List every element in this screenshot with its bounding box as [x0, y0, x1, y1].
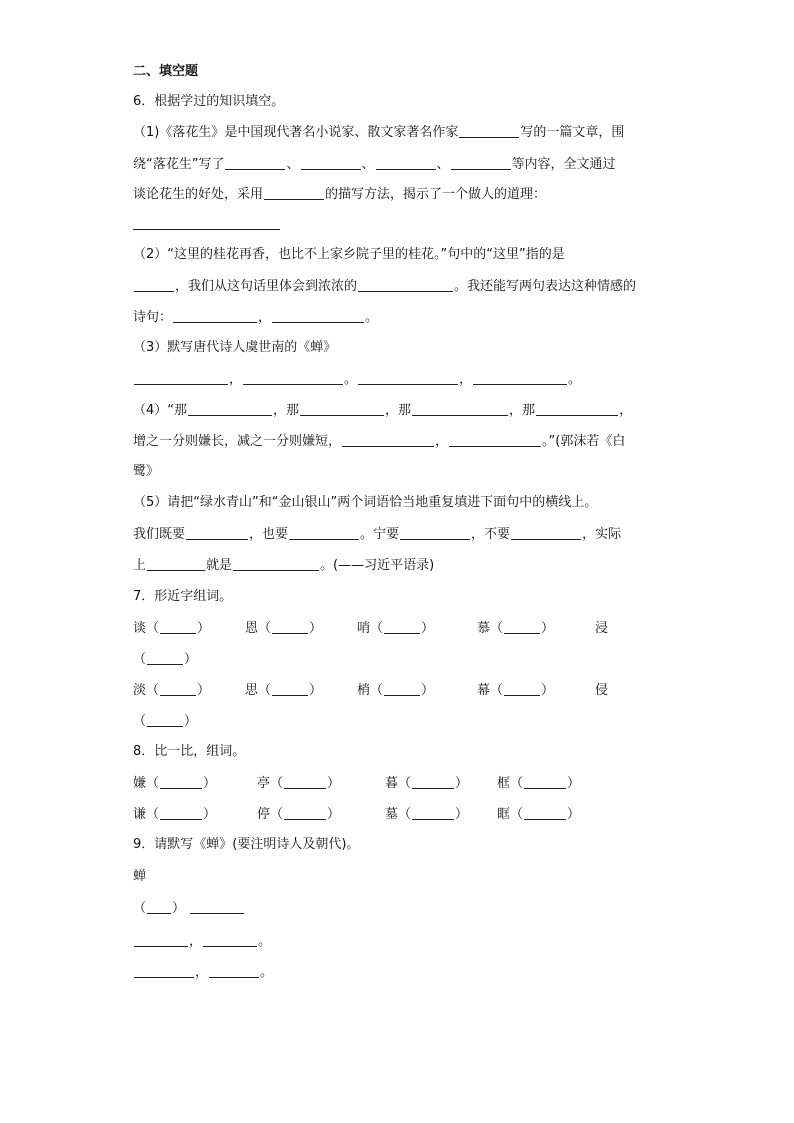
- punct: ，: [435, 434, 449, 449]
- poet-blank[interactable]: [190, 899, 244, 914]
- q8-row1: [133, 774, 674, 793]
- paren: ）: [172, 901, 186, 916]
- paren: ）: [421, 683, 435, 698]
- word-item: [133, 681, 245, 700]
- q6-p3-line1: （3）默写唐代诗人虞世南的《蝉》: [133, 340, 337, 355]
- answer-blank[interactable]: [358, 277, 453, 292]
- word-item: [595, 682, 608, 700]
- answer-blank[interactable]: [272, 619, 308, 634]
- answer-blank[interactable]: [384, 681, 420, 696]
- answer-blank[interactable]: [376, 155, 436, 170]
- answer-blank[interactable]: [188, 401, 272, 416]
- answer-blank[interactable]: [504, 619, 540, 634]
- answer-blank[interactable]: [134, 370, 228, 385]
- q6-p1-text-g: 的描写方法，揭示了一个做人的道理：: [325, 187, 547, 202]
- punct: ，: [189, 934, 203, 949]
- paren: ）: [184, 652, 198, 667]
- q6-p1-text-f: 谈论花生的好处，采用: [133, 187, 264, 202]
- punct: 。: [365, 310, 379, 325]
- answer-blank[interactable]: [147, 556, 205, 571]
- punct: 、: [436, 157, 450, 172]
- word-item: [497, 774, 580, 793]
- answer-blank[interactable]: [342, 432, 434, 447]
- q6-p4-line2: [133, 432, 674, 451]
- punct: ，: [229, 372, 243, 387]
- paren: （: [490, 621, 504, 636]
- word-item: [133, 619, 245, 638]
- q7-row1: [133, 619, 674, 638]
- answer-blank[interactable]: [358, 370, 458, 385]
- paren: ）: [203, 776, 217, 791]
- word-item: [477, 681, 595, 700]
- paren: （: [270, 776, 284, 791]
- answer-blank[interactable]: [284, 774, 326, 789]
- char: 淡: [133, 683, 147, 698]
- punct: 。: [344, 372, 358, 387]
- paren: （: [490, 683, 504, 698]
- answer-blank[interactable]: [264, 185, 324, 200]
- word-item: [133, 774, 257, 793]
- q8-title: 8．比一比，组词。: [133, 744, 246, 759]
- char: 浸: [595, 621, 609, 636]
- paren: （: [133, 652, 147, 667]
- q6-p5-text-f: ，实际: [582, 527, 622, 542]
- answer-blank[interactable]: [147, 712, 183, 727]
- answer-blank[interactable]: [284, 805, 326, 820]
- paren: ）: [541, 621, 555, 636]
- answer-blank[interactable]: [209, 963, 259, 978]
- q6-p2-line1: （2）“这里的桂花再香，也比不上家乡院子里的桂花。”句中的“这里”指的是: [133, 247, 565, 262]
- q6-p2-text-c: 。我还能写两句表达这种情感的: [454, 279, 637, 294]
- word-item: [595, 620, 608, 638]
- punct: ，: [619, 403, 633, 418]
- paren: ）: [567, 807, 581, 822]
- q6-p1-text-e: 等内容，全文通过: [511, 157, 616, 172]
- paren: （: [398, 807, 412, 822]
- q6-p1-line1: [133, 123, 674, 142]
- answer-blank[interactable]: [160, 681, 196, 696]
- q9-author-line: [133, 899, 674, 918]
- paren: ）: [455, 776, 469, 791]
- word-item: [245, 681, 357, 700]
- q6-title: 6．根据学过的知识填空。: [133, 94, 285, 109]
- q6-p4-text-a: （4）“那: [133, 403, 188, 418]
- q6-p1-line3: [133, 185, 674, 204]
- q6-p5-text-d: 。宁要: [360, 527, 400, 542]
- answer-blank[interactable]: [536, 401, 618, 416]
- char: 嫌: [133, 776, 147, 791]
- paren: （: [146, 683, 160, 698]
- answer-blank[interactable]: [160, 774, 202, 789]
- paren: ）: [421, 621, 435, 636]
- q6-p4-text-e: 。”(郭沫若《白: [542, 434, 626, 449]
- paren: ）: [197, 683, 211, 698]
- q6-p5-text-e: ，不要: [471, 527, 511, 542]
- dynasty-blank[interactable]: [147, 899, 171, 914]
- answer-blank[interactable]: [243, 370, 343, 385]
- paren: ）: [309, 683, 323, 698]
- q9-poem-line1: [133, 932, 674, 951]
- answer-blank[interactable]: [300, 401, 384, 416]
- answer-blank[interactable]: [504, 681, 540, 696]
- answer-blank[interactable]: [524, 774, 566, 789]
- answer-blank[interactable]: [160, 619, 196, 634]
- char: 亭: [257, 776, 271, 791]
- answer-blank[interactable]: [233, 556, 319, 571]
- paren: （: [258, 621, 272, 636]
- char: 暮: [385, 776, 399, 791]
- q6-p1-text-b: 写的一篇文章，围: [520, 125, 625, 140]
- q6-p4-text-b: ，那: [273, 403, 300, 418]
- q6-p5-text-c: ，也要: [249, 527, 289, 542]
- punct: ，: [195, 965, 209, 980]
- q7-title: 7．形近字组词。: [133, 589, 233, 604]
- paren: ）: [197, 621, 211, 636]
- q9-poem-title: 蝉: [133, 869, 147, 884]
- paren: （: [510, 807, 524, 822]
- answer-blank[interactable]: [225, 155, 285, 170]
- q6-p4-line1: [133, 401, 674, 420]
- punct: 、: [361, 157, 375, 172]
- answer-blank[interactable]: [412, 774, 454, 789]
- q7-row1-wrap: [133, 650, 674, 669]
- answer-blank[interactable]: [400, 525, 470, 540]
- answer-blank[interactable]: [384, 619, 420, 634]
- q6-p4-text-d: 增之一分则嫌长，减之一分则嫌短，: [133, 434, 342, 449]
- q9-poem-line2: [133, 963, 674, 982]
- word-item: [385, 805, 497, 824]
- answer-blank[interactable]: [203, 932, 257, 947]
- answer-blank[interactable]: [147, 650, 183, 665]
- q6-p1-text-a: （1)《落花生》是中国现代著名小说家、散文家著名作家: [133, 125, 459, 140]
- answer-blank[interactable]: [524, 805, 566, 820]
- answer-blank[interactable]: [272, 681, 308, 696]
- answer-blank[interactable]: [186, 525, 248, 540]
- answer-line[interactable]: [133, 229, 280, 230]
- answer-blank[interactable]: [134, 963, 194, 978]
- paren: ）: [309, 621, 323, 636]
- word-item: [257, 805, 385, 824]
- char: 谈: [133, 621, 147, 636]
- paren: （: [146, 807, 160, 822]
- answer-blank[interactable]: [412, 805, 454, 820]
- q7-row2: [133, 681, 674, 700]
- q7-row2-wrap: [133, 712, 674, 731]
- paren: （: [133, 714, 147, 729]
- q6-p2-line3: [133, 308, 674, 327]
- char: 慕: [477, 621, 491, 636]
- paren: （: [133, 901, 147, 916]
- paren: ）: [184, 714, 198, 729]
- paren: （: [370, 621, 384, 636]
- word-item: [257, 774, 385, 793]
- answer-blank[interactable]: [289, 525, 359, 540]
- punct: 。: [260, 965, 274, 980]
- char: 恩: [245, 621, 259, 636]
- word-item: [477, 619, 595, 638]
- char: 眶: [497, 807, 511, 822]
- paren: ）: [327, 807, 341, 822]
- word-item: [357, 619, 477, 638]
- word-item: [357, 681, 477, 700]
- char: 幕: [477, 683, 491, 698]
- q6-p3-line2: [133, 370, 674, 389]
- answer-blank[interactable]: [511, 525, 581, 540]
- q6-p5-text-h: 就是: [206, 558, 233, 573]
- punct: ，: [459, 372, 473, 387]
- answer-blank[interactable]: [449, 432, 541, 447]
- word-item: [133, 805, 257, 824]
- q6-p1-text-c: 绕“落花生”写了: [133, 157, 225, 172]
- answer-blank[interactable]: [473, 370, 567, 385]
- q6-p5-line3: [133, 556, 674, 575]
- char: 侵: [595, 683, 609, 698]
- paren: ）: [455, 807, 469, 822]
- punct: 。: [258, 934, 272, 949]
- char: 思: [245, 683, 259, 698]
- paren: ）: [567, 776, 581, 791]
- word-item: [497, 805, 580, 824]
- answer-blank[interactable]: [301, 155, 361, 170]
- q6-p2-text-b: ，我们从这句话里体会到浓浓的: [175, 279, 358, 294]
- q6-p4-text-b: ，那: [385, 403, 412, 418]
- answer-blank[interactable]: [412, 401, 508, 416]
- char: 哨: [357, 621, 371, 636]
- answer-blank[interactable]: [459, 123, 519, 138]
- section-title: 二、填空题: [133, 64, 199, 79]
- char: 墓: [385, 807, 399, 822]
- q6-p5-line2: [133, 525, 674, 544]
- paren: （: [146, 621, 160, 636]
- q6-p5-text-i: 。(——习近平语录): [320, 558, 435, 573]
- q6-p2-line2: [133, 277, 674, 296]
- paren: （: [270, 807, 284, 822]
- answer-blank[interactable]: [173, 308, 257, 323]
- paren: （: [146, 776, 160, 791]
- char: 框: [497, 776, 511, 791]
- punct: ，: [258, 310, 272, 325]
- paren: ）: [541, 683, 555, 698]
- answer-blank[interactable]: [451, 155, 511, 170]
- q6-p2-text-d: 诗句：: [133, 310, 173, 325]
- paren: ）: [327, 776, 341, 791]
- paren: （: [510, 776, 524, 791]
- paren: ）: [203, 807, 217, 822]
- paren: （: [258, 683, 272, 698]
- word-item: [385, 774, 497, 793]
- paren: （: [370, 683, 384, 698]
- q6-p5-text-b: 我们既要: [133, 527, 186, 542]
- answer-blank[interactable]: [134, 277, 174, 292]
- q6-p5-line1: （5）请把“绿水青山”和“金山银山”两个词语恰当地重复填进下面句中的横线上。: [133, 495, 598, 510]
- answer-blank[interactable]: [272, 308, 364, 323]
- char: 停: [257, 807, 271, 822]
- paren: （: [398, 776, 412, 791]
- q6-p4-text-b: ，那: [509, 403, 536, 418]
- q6-p1-line2: [133, 155, 674, 174]
- q6-p5-text-g: 上: [133, 558, 147, 573]
- word-item: [245, 619, 357, 638]
- answer-blank[interactable]: [160, 805, 202, 820]
- q8-row2: [133, 805, 674, 824]
- punct: 。: [568, 372, 582, 387]
- answer-blank[interactable]: [134, 932, 188, 947]
- char: 谦: [133, 807, 147, 822]
- q9-title: 9．请默写《蝉》(要注明诗人及朝代)。: [133, 837, 360, 852]
- char: 梢: [357, 683, 371, 698]
- q6-p4-line3: 鹭》: [133, 464, 160, 479]
- punct: 、: [286, 157, 300, 172]
